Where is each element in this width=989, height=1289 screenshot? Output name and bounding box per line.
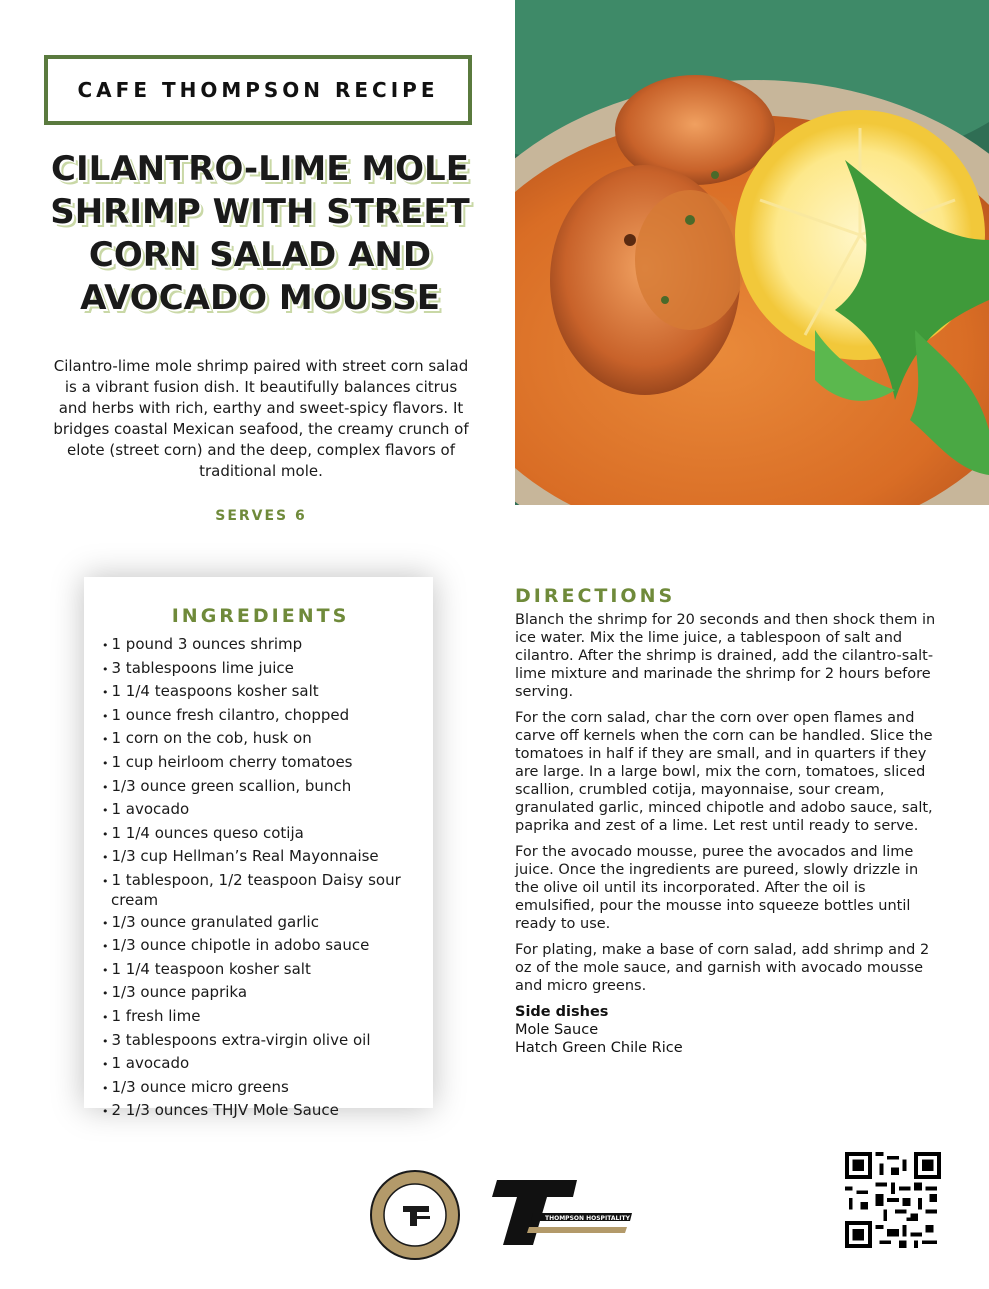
qr-code — [845, 1152, 941, 1248]
ingredient-item: • 1/3 ounce green scallion, bunch — [102, 777, 419, 797]
ingredients-card — [84, 577, 433, 1120]
logo-company-text: THOMPSON HOSPITALITY — [545, 1215, 630, 1222]
side-dish-item: Mole Sauce — [515, 1022, 599, 1038]
ingredient-item: • 3 tablespoons lime juice — [102, 659, 419, 679]
directions-heading: DIRECTIONS — [515, 585, 676, 607]
side-dishes-title: Side dishes — [515, 1004, 609, 1020]
cafe-thompson-logo — [370, 1170, 460, 1260]
ingredients-heading: INGREDIENTS — [171, 605, 350, 627]
direction-step: For the avocado mousse, puree the avocados and lime juice. Once the ingredients are pureed, slowly drizzle in the olive oil until its incorporated. After the oil is emulsified, pour the mousse into squeeze bottles until ready to use. — [515, 844, 919, 932]
badge-label: CAFE THOMPSON RECIPE — [77, 78, 439, 102]
ingredient-item: • 1 fresh lime — [102, 1007, 419, 1027]
ingredient-item: • 1 ounce fresh cilantro, chopped — [102, 706, 419, 726]
ingredient-item: • 2 1/3 ounces THJV Mole Sauce — [102, 1101, 419, 1121]
ingredient-item: • 1 1/4 ounces queso cotija — [102, 824, 419, 844]
ingredient-item: • 1/3 cup Hellman’s Real Mayonnaise — [102, 847, 419, 867]
ingredient-item: • 1/3 ounce micro greens — [102, 1078, 419, 1098]
hero-photo-illustration — [515, 0, 989, 505]
ingredient-item: • 3 tablespoons extra-virgin olive oil — [102, 1031, 419, 1051]
side-dish-item: Hatch Green Chile Rice — [515, 1040, 683, 1056]
direction-step: Blanch the shrimp for 20 seconds and then shock them in ice water. Mix the lime juice, a tablespoon of salt and cilantro. After the shrimp is drained, add the cilantro-salt-lime mixture and marinade the shrimp for 2 hours before serving. — [515, 612, 936, 700]
ingredient-item: • 1 pound 3 ounces shrimp — [102, 635, 419, 655]
recipe-intro: Cilantro-lime mole shrimp paired with street corn salad is a vibrant fusion dish. It beautifully balances citrus and herbs with rich, earthy and sweet-spicy flavors. It bridges coastal Mexican seafood, the creamy crunch of elote (street corn) and the deep, complex flavors of traditional mole. — [53, 357, 469, 480]
recipe-title: CILANTRO-LIME MOLE SHRIMP WITH STREET CORN SALAD AND AVOCADO MOUSSE — [50, 149, 470, 318]
ingredients-list — [102, 635, 419, 1121]
ingredient-item: • 1 avocado — [102, 1054, 419, 1074]
ingredient-item: • 1 1/4 teaspoons kosher salt — [102, 682, 419, 702]
ingredient-item: • 1/3 ounce granulated garlic — [102, 913, 419, 933]
thompson-hospitality-logo — [487, 1175, 632, 1250]
ingredient-item: • 1 1/4 teaspoon kosher salt — [102, 960, 419, 980]
ingredient-item: • 1 corn on the cob, husk on — [102, 729, 419, 749]
ingredient-item: • 1/3 ounce chipotle in adobo sauce — [102, 936, 419, 956]
ingredient-item: • 1/3 ounce paprika — [102, 983, 419, 1003]
ingredient-item: • 1 tablespoon, 1/2 teaspoon Daisy sour cream — [102, 871, 419, 909]
directions-section — [515, 585, 945, 1057]
recipe-badge — [44, 55, 472, 125]
direction-step: For plating, make a base of corn salad, add shrimp and 2 oz of the mole sauce, and garnish with avocado mousse and micro greens. — [515, 942, 930, 994]
serves-count: SERVES 6 — [215, 508, 307, 524]
direction-step: For the corn salad, char the corn over open flames and carve off kernels when the corn can be handled. Slice the tomatoes in half if they are small, and in quarters if they are large. In a large bowl, mix the corn, tomatoes, sliced scallion, crumbled cotija, mayonnaise, sour cream, granulated garlic, minced chipotle and adobo sauce, salt, paprika and zest of a lime. Let rest until ready to serve. — [515, 710, 933, 834]
hero-photo — [515, 0, 989, 505]
ingredient-item: • 1 cup heirloom cherry tomatoes — [102, 753, 419, 773]
ingredient-item: • 1 avocado — [102, 800, 419, 820]
